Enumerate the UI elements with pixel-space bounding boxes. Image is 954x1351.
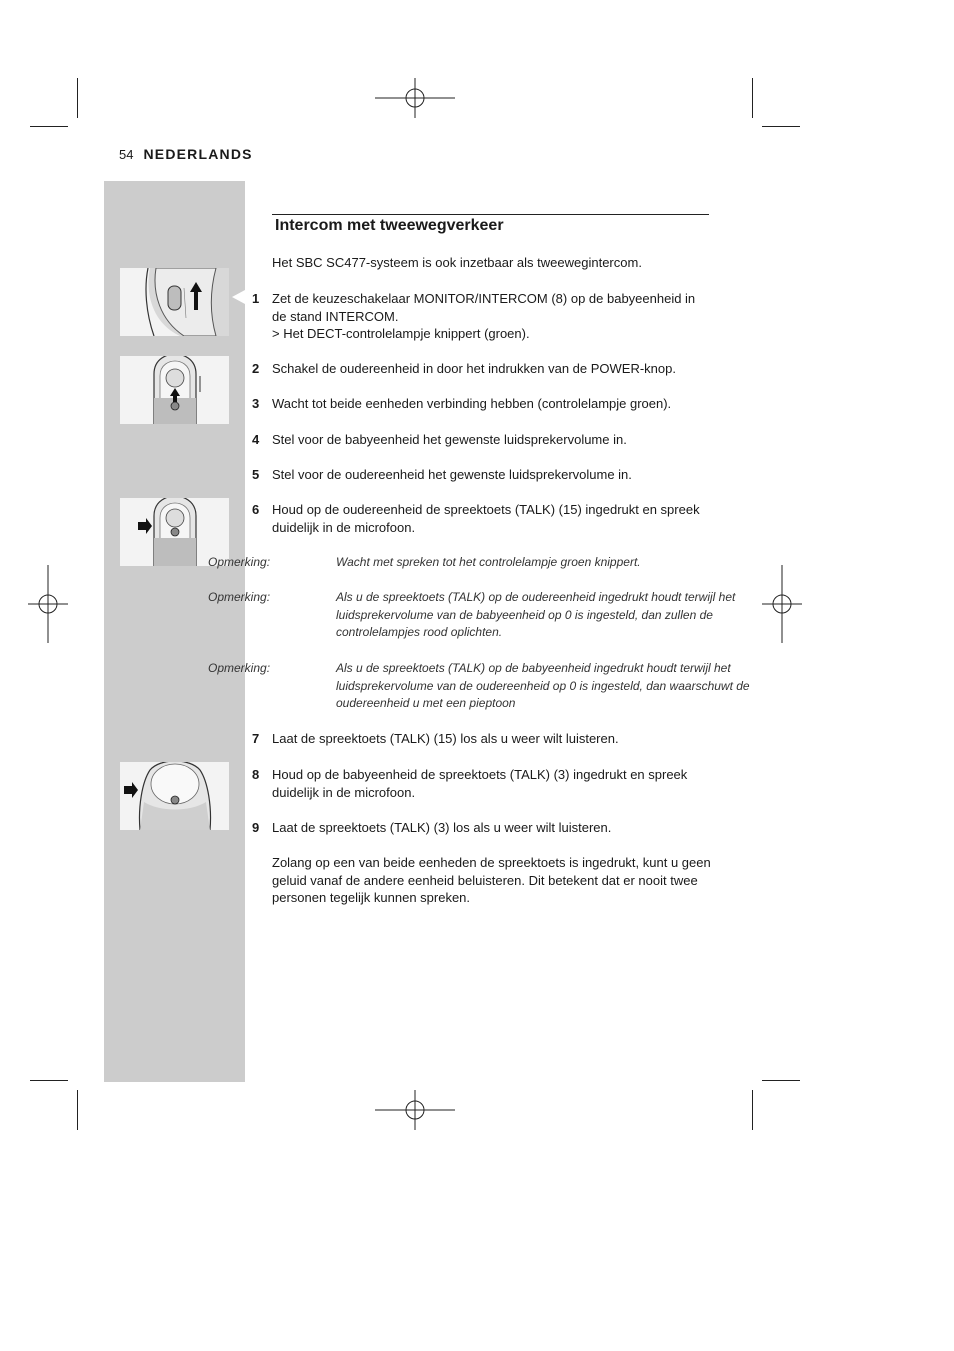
- step-number: 9: [252, 820, 260, 835]
- step-result: > Het DECT-controlelampje knippert (groen).: [272, 326, 530, 341]
- crop-mark: [762, 126, 800, 127]
- note-label: Opmerking:: [208, 661, 271, 675]
- parent-unit-power-icon: [120, 356, 229, 424]
- step-text: Houd op de oudereenheid de spreektoets (TALK) (15) ingedrukt en spreek duidelijk in de microfoon.: [272, 502, 700, 535]
- step-number: 3: [252, 396, 260, 411]
- step-text: Stel voor de oudereenheid het gewenste luidsprekervolume in.: [272, 467, 632, 482]
- crop-mark: [30, 1080, 68, 1081]
- registration-mark-icon: [375, 78, 455, 118]
- note-text: Als u de spreektoets (TALK) op de oudereenheid ingedrukt houdt terwijl het luidsprekervolume van de babyeenheid op 0 is ingesteld, dan zullen de controlelampjes rood oplichten.: [336, 590, 736, 640]
- note-label: Opmerking:: [208, 555, 271, 569]
- step-number: 6: [252, 502, 260, 517]
- step-number: 1: [252, 291, 260, 306]
- illustration-baby-unit-talk: [120, 762, 229, 830]
- illustration-baby-unit-switch: [120, 268, 229, 336]
- crop-mark: [752, 78, 753, 118]
- step-number: 4: [252, 432, 260, 447]
- baby-unit-switch-icon: [120, 268, 229, 336]
- note: [208, 589, 776, 642]
- page-header: [119, 146, 253, 162]
- step-text: Laat de spreektoets (TALK) (15) los als u weer wilt luisteren.: [272, 731, 619, 746]
- step-number: 2: [252, 361, 260, 376]
- step-instruction: Zet de keuzeschakelaar MONITOR/INTERCOM (8) op de babyeenheid in de stand INTERCOM.: [272, 291, 696, 324]
- step-number: 8: [252, 767, 260, 782]
- step-text: Stel voor de babyeenheid het gewenste luidsprekervolume in.: [272, 432, 627, 447]
- page-number: 54: [119, 147, 134, 162]
- closing-paragraph: Zolang op een van beide eenheden de spreektoets is ingedrukt, kunt u geen geluid vanaf de andere eenheid beluisteren. Dit betekent dat er nooit twee personen tegelijk kunnen spreken.: [272, 855, 711, 905]
- illustration-parent-unit-power: [120, 356, 229, 424]
- crop-mark: [77, 1090, 78, 1130]
- step-text: Wacht tot beide eenheden verbinding hebben (controlelampje groen).: [272, 396, 672, 411]
- page-language: NEDERLANDS: [143, 146, 253, 162]
- note-text: Wacht met spreken tot het controlelampje groen knippert.: [336, 555, 641, 569]
- registration-mark-icon: [28, 565, 68, 643]
- section-rule: [272, 214, 709, 215]
- illustration-pointer: [232, 290, 245, 304]
- note: [208, 554, 776, 572]
- note-text: Als u de spreektoets (TALK) op de babyeenheid ingedrukt houdt terwijl het luidsprekervolume van de oudereenheid op 0 is ingesteld, dan waarschuwt de oudereenheid u met een pieptoon: [336, 661, 750, 711]
- step-text: Schakel de oudereenheid in door het indrukken van de POWER-knop.: [272, 361, 676, 376]
- step-text: Laat de spreektoets (TALK) (3) los als u weer wilt luisteren.: [272, 820, 612, 835]
- intro-text: Het SBC SC477-systeem is ook inzetbaar als tweewegintercom.: [272, 255, 642, 270]
- step-number: 7: [252, 731, 260, 746]
- crop-mark: [77, 78, 78, 118]
- crop-mark: [30, 126, 68, 127]
- step-text: Houd op de babyeenheid de spreektoets (TALK) (3) ingedrukt en spreek duidelijk in de microfoon.: [272, 767, 688, 800]
- registration-mark-icon: [375, 1090, 455, 1130]
- note-label: Opmerking:: [208, 590, 271, 604]
- note: [208, 660, 776, 713]
- step-number: 5: [252, 467, 260, 482]
- crop-mark: [752, 1090, 753, 1130]
- step-text: [272, 290, 712, 343]
- crop-mark: [762, 1080, 800, 1081]
- section-title: Intercom met tweewegverkeer: [275, 217, 504, 234]
- baby-unit-talk-icon: [120, 762, 229, 830]
